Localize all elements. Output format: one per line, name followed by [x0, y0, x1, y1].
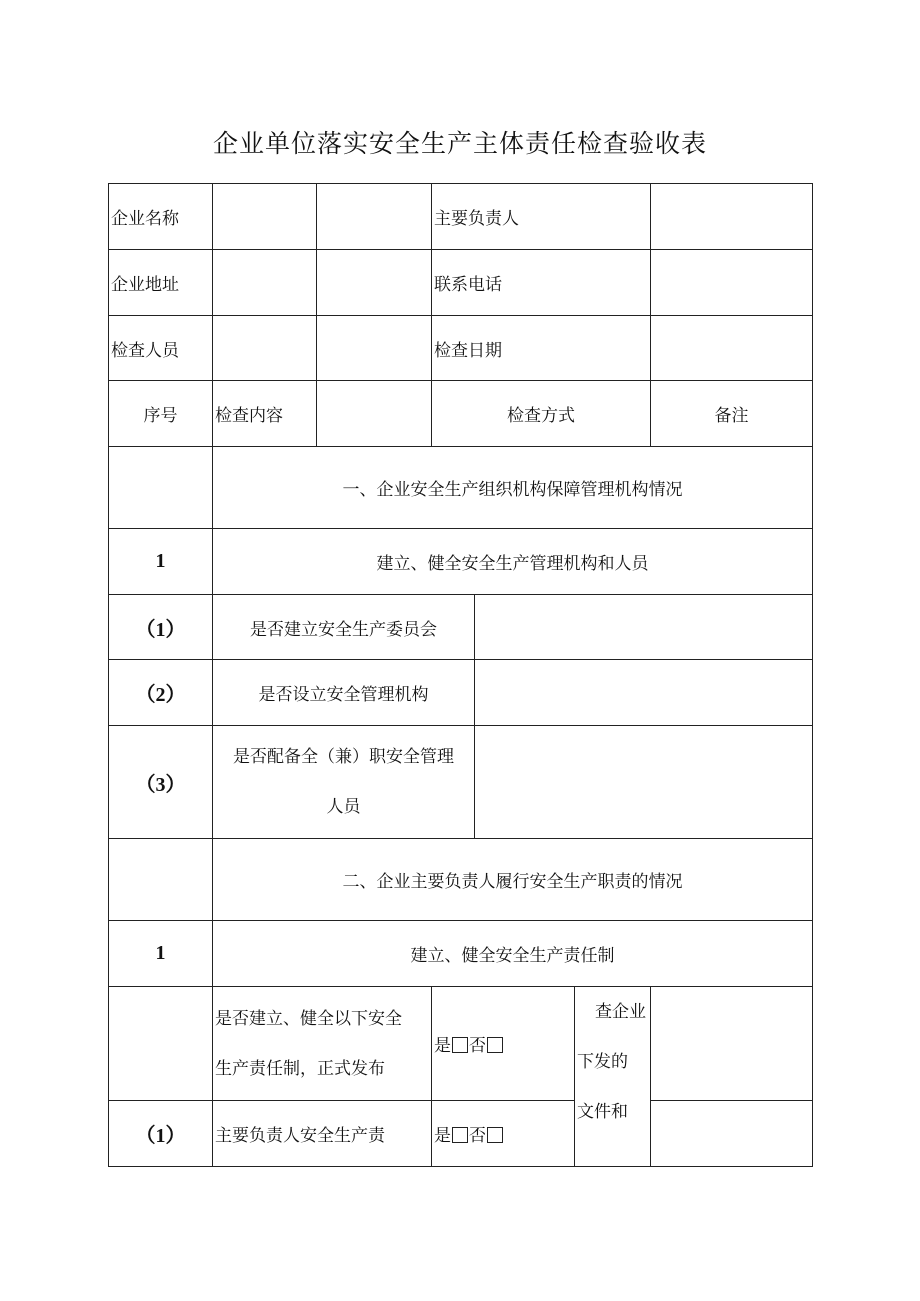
no-label: 否: [469, 1036, 486, 1056]
yes-label: 是: [434, 1126, 451, 1146]
company-name-value-1[interactable]: [213, 184, 317, 250]
section1-item-title: 建立、健全安全生产管理机构和人员: [213, 529, 813, 595]
row-text: 是否设立安全管理机构: [213, 660, 475, 726]
table-row: [109, 529, 813, 595]
section1-title: 一、企业安全生产组织机构保障管理机构情况: [213, 447, 813, 529]
section2-item-num: 1: [109, 921, 213, 987]
date-value[interactable]: [651, 316, 813, 381]
table-row: [109, 595, 813, 660]
intro-line2: 生产责任制，正式发布: [215, 1058, 385, 1079]
table-row: [109, 184, 813, 250]
principal-label: 主要负责人: [432, 184, 651, 250]
address-value-2[interactable]: [317, 250, 432, 316]
address-value-1[interactable]: [213, 250, 317, 316]
page-title: 企业单位落实安全生产主体责任检查验收表: [212, 129, 707, 158]
header-seq: 序号: [109, 381, 213, 447]
row-num: （3）: [109, 726, 213, 839]
phone-label: 联系电话: [432, 250, 651, 316]
header-content: 检查内容: [213, 381, 317, 447]
remark-cell[interactable]: [651, 1101, 813, 1167]
remark-cell[interactable]: [651, 987, 813, 1101]
table-row: [109, 726, 813, 839]
method-line1: 查企业: [595, 1002, 646, 1022]
row-text: 主要负责人安全生产责: [213, 1101, 432, 1167]
intro-line1: 是否建立、健全以下安全: [215, 1008, 402, 1029]
section1-seq: [109, 447, 213, 529]
row-text: [213, 726, 475, 839]
yes-label: 是: [434, 1036, 451, 1056]
row-num: （2）: [109, 660, 213, 726]
yes-no-choice: [432, 987, 575, 1101]
method-line2: 下发的: [577, 1052, 628, 1072]
method-line3: 文件和: [577, 1102, 628, 1122]
address-label: 企业地址: [109, 250, 213, 316]
header-blank: [317, 381, 432, 447]
company-name-value-2[interactable]: [317, 184, 432, 250]
section2-seq: [109, 839, 213, 921]
row-answer[interactable]: [475, 595, 813, 660]
row-text: 是否建立安全生产委员会: [213, 595, 475, 660]
row-answer[interactable]: [475, 660, 813, 726]
row-text-line1: 是否配备全（兼）职安全管理: [233, 747, 454, 767]
no-checkbox[interactable]: [487, 1127, 503, 1143]
table-row: [109, 1101, 813, 1167]
section2-title: 二、企业主要负责人履行安全生产职责的情况: [213, 839, 813, 921]
section2-item-title: 建立、健全安全生产责任制: [213, 921, 813, 987]
inspection-table: [108, 183, 813, 1167]
row-num: （1）: [109, 1101, 213, 1167]
row-text: [213, 987, 432, 1101]
row-num-blank: [109, 987, 213, 1101]
section-row: [109, 839, 813, 921]
no-checkbox[interactable]: [487, 1037, 503, 1053]
header-method: 检查方式: [432, 381, 651, 447]
table-row: [109, 987, 813, 1101]
date-label: 检查日期: [432, 316, 651, 381]
phone-value[interactable]: [651, 250, 813, 316]
section1-item-num: 1: [109, 529, 213, 595]
table-row: [109, 921, 813, 987]
row-num: （1）: [109, 595, 213, 660]
header-remark: 备注: [651, 381, 813, 447]
row-answer[interactable]: [475, 726, 813, 839]
table-header-row: [109, 381, 813, 447]
inspector-value-1[interactable]: [213, 316, 317, 381]
yes-checkbox[interactable]: [452, 1037, 468, 1053]
table-row: [109, 250, 813, 316]
table-row: [109, 660, 813, 726]
inspector-value-2[interactable]: [317, 316, 432, 381]
principal-value[interactable]: [651, 184, 813, 250]
yes-no-choice: [432, 1101, 575, 1167]
method-cell: [575, 987, 651, 1167]
company-name-label: 企业名称: [109, 184, 213, 250]
row-text-line2: 人员: [326, 797, 361, 817]
no-label: 否: [469, 1126, 486, 1146]
yes-checkbox[interactable]: [452, 1127, 468, 1143]
section-row: [109, 447, 813, 529]
table-row: [109, 316, 813, 381]
inspector-label: 检查人员: [109, 316, 213, 381]
